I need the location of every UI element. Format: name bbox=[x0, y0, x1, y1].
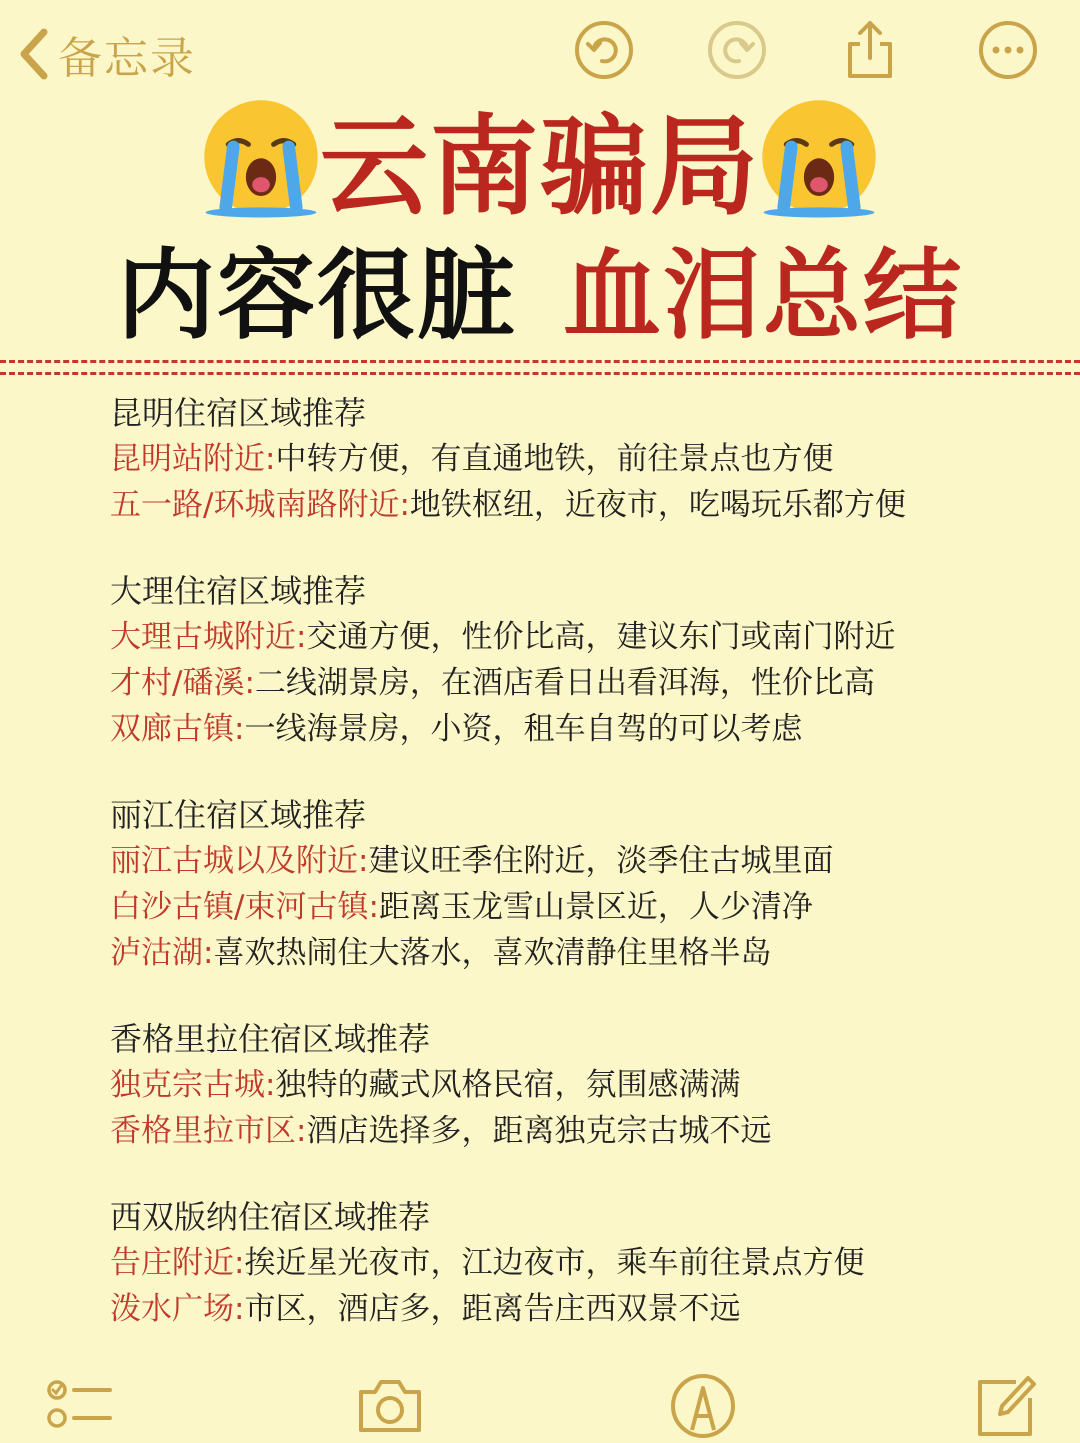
section-title: 昆明住宿区域推荐 bbox=[110, 394, 367, 432]
item-text: 二线湖景房，在酒店看日出看洱海，性价比高 bbox=[254, 665, 875, 701]
page-title: 云南骗局 bbox=[319, 104, 760, 230]
compose-icon[interactable] bbox=[972, 1370, 1042, 1440]
back-label: 备忘录 bbox=[58, 33, 196, 84]
item-text: 距离玉龙雪山景区近，人少清净 bbox=[378, 889, 813, 925]
undo-icon[interactable] bbox=[572, 18, 636, 82]
list-item bbox=[110, 838, 1050, 884]
item-key: 白沙古镇/束河古镇: bbox=[110, 889, 379, 925]
divider bbox=[0, 360, 1080, 363]
section-lijiang bbox=[110, 792, 1050, 976]
section-title: 西双版纳住宿区域推荐 bbox=[110, 1198, 431, 1236]
section-xishuangbanna bbox=[110, 1194, 1050, 1332]
list-item bbox=[110, 1240, 1050, 1286]
share-icon[interactable] bbox=[838, 18, 902, 82]
checklist-icon[interactable] bbox=[44, 1370, 114, 1440]
list-item bbox=[110, 614, 1050, 660]
item-key: 泸沽湖: bbox=[110, 935, 214, 971]
section-shangri-la bbox=[110, 1016, 1050, 1154]
list-item bbox=[110, 706, 1050, 752]
list-item bbox=[110, 660, 1050, 706]
subtitle-red: 血泪总结 bbox=[563, 238, 964, 353]
item-text: 独特的藏式风格民宿，氛围感满满 bbox=[275, 1067, 741, 1103]
more-icon[interactable] bbox=[976, 18, 1040, 82]
item-key: 昆明站附近: bbox=[110, 441, 276, 477]
item-text: 市区，酒店多，距离告庄西双景不远 bbox=[244, 1291, 741, 1327]
list-item bbox=[110, 1286, 1050, 1332]
note-body[interactable] bbox=[110, 390, 1050, 1372]
section-dali bbox=[110, 568, 1050, 752]
list-item bbox=[110, 1108, 1050, 1154]
crying-face-icon bbox=[198, 94, 324, 220]
list-item bbox=[110, 1062, 1050, 1108]
headline-row bbox=[0, 92, 1080, 230]
item-text: 挨近星光夜市，江边夜市，乘车前往景点方便 bbox=[244, 1245, 865, 1281]
section-title: 香格里拉住宿区域推荐 bbox=[110, 1020, 431, 1058]
list-item bbox=[110, 884, 1050, 930]
item-key: 香格里拉市区: bbox=[110, 1113, 307, 1149]
item-text: 一线海景房，小资，租车自驾的可以考虑 bbox=[244, 711, 803, 747]
list-item bbox=[110, 436, 1050, 482]
bottom-toolbar bbox=[0, 1370, 1080, 1440]
item-text: 交通方便，性价比高，建议东门或南门附近 bbox=[306, 619, 896, 655]
item-key: 五一路/环城南路附近: bbox=[110, 487, 410, 523]
subtitle-black: 内容很脏 bbox=[116, 238, 517, 353]
item-key: 大理古城附近: bbox=[110, 619, 307, 655]
chevron-left-icon bbox=[16, 26, 52, 82]
item-key: 丽江古城以及附近: bbox=[110, 843, 369, 879]
section-title: 大理住宿区域推荐 bbox=[110, 572, 367, 610]
list-item bbox=[110, 482, 1050, 528]
item-text: 地铁枢纽，近夜市，吃喝玩乐都方便 bbox=[409, 487, 906, 523]
item-key: 独克宗古城: bbox=[110, 1067, 276, 1103]
item-text: 喜欢热闹住大落水，喜欢清静住里格半岛 bbox=[213, 935, 772, 971]
list-item bbox=[110, 930, 1050, 976]
item-key: 才村/磻溪: bbox=[110, 665, 255, 701]
item-key: 告庄附近: bbox=[110, 1245, 245, 1281]
item-text: 中转方便，有直通地铁，前往景点也方便 bbox=[275, 441, 834, 477]
divider bbox=[0, 372, 1080, 375]
subtitle-row bbox=[0, 232, 1080, 353]
item-key: 泼水广场: bbox=[110, 1291, 245, 1327]
back-button[interactable] bbox=[16, 22, 196, 86]
markup-icon[interactable] bbox=[668, 1370, 738, 1440]
item-text: 酒店选择多，距离独克宗古城不远 bbox=[306, 1113, 772, 1149]
section-title: 丽江住宿区域推荐 bbox=[110, 796, 367, 834]
section-kunming bbox=[110, 390, 1050, 528]
crying-face-icon bbox=[756, 94, 882, 220]
camera-icon[interactable] bbox=[355, 1370, 425, 1440]
item-key: 双廊古镇: bbox=[110, 711, 245, 747]
redo-icon[interactable] bbox=[705, 18, 769, 82]
item-text: 建议旺季住附近，淡季住古城里面 bbox=[368, 843, 834, 879]
